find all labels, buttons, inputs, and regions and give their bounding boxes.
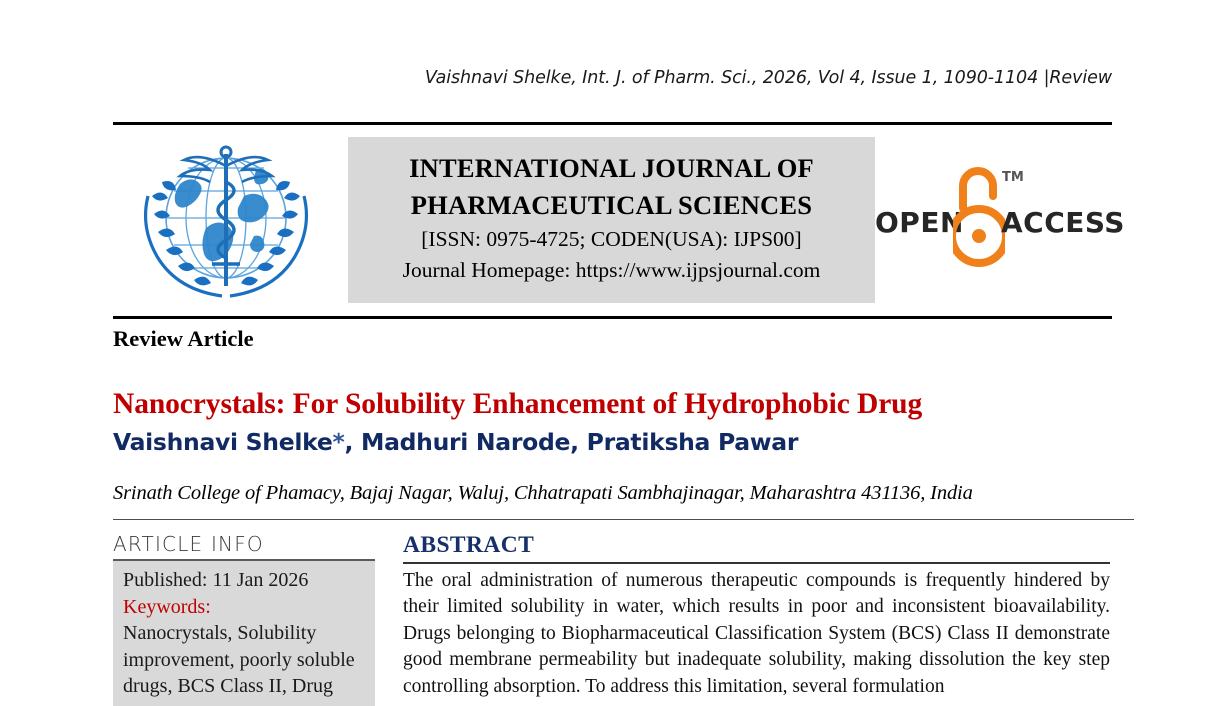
open-access-word-access: ACCESS	[1001, 206, 1125, 239]
keywords-value: Nanocrystals, Solubility improvement, poorly soluble drugs, BCS Class II, Drug	[123, 622, 355, 697]
article-info-column	[113, 532, 375, 706]
published-label: Published:	[123, 569, 208, 591]
trademark-icon: TM	[1002, 170, 1024, 185]
affiliation: Srinath College of Phamacy, Bajaj Nagar, Waluj, Chhatrapati Sambhajinagar, Maharashtra 431136, India	[113, 482, 973, 504]
journal-issn: [ISSN: 0975-4725; CODEN(USA): IJPS00]	[421, 227, 802, 251]
abstract-underline	[403, 562, 1110, 564]
abstract-body: The oral administration of numerous therapeutic compounds is frequently hindered by their limited solubility in water, which results in poor and inconsistent bioavailability. Drugs belonging to Biopharmaceutical Classification System (BCS) Class II demonstrate good membrane permeability but inadequate solubility, making dissolution the key step controlling absorption. To address this limitation, several formulation	[403, 569, 1110, 697]
abstract-heading: ABSTRACT	[403, 532, 535, 558]
section-divider	[113, 519, 1134, 520]
open-access-badge	[875, 158, 1125, 276]
journal-title-line-1: INTERNATIONAL JOURNAL OF	[409, 153, 814, 183]
journal-title-box	[348, 137, 875, 303]
article-info-box	[113, 561, 375, 706]
published-row	[123, 567, 369, 594]
author-coauthors: , Madhuri Narode, Pratiksha Pawar	[344, 428, 799, 456]
author-list	[113, 428, 798, 456]
abstract-column	[403, 532, 1110, 700]
article-info-heading: ARTICLE INFO	[113, 532, 264, 556]
open-padlock-icon	[953, 164, 1005, 268]
article-type-label: Review Article	[113, 326, 254, 351]
journal-emblem-icon	[136, 136, 316, 308]
published-date: 11 Jan 2026	[212, 569, 309, 591]
page-title: Nanocrystals: For Solubility Enhancement of Hydrophobic Drug	[113, 387, 923, 420]
header-rule-top	[113, 122, 1112, 125]
keywords-label: Keywords:	[123, 595, 211, 618]
journal-title-line-2: PHARMACEUTICAL SCIENCES	[410, 190, 813, 220]
journal-homepage-link[interactable]: Journal Homepage: https://www.ijpsjournal.com	[402, 258, 821, 282]
journal-masthead	[113, 130, 1125, 310]
corresponding-author-marker: *	[332, 428, 345, 456]
open-access-word-open: OPEN	[875, 206, 964, 239]
author-primary: Vaishnavi Shelke	[113, 428, 333, 456]
header-rule-bottom	[113, 316, 1112, 319]
running-head: Vaishnavi Shelke, Int. J. of Pharm. Sci., 2026, Vol 4, Issue 1, 1090-1104 |Review	[424, 68, 1112, 88]
